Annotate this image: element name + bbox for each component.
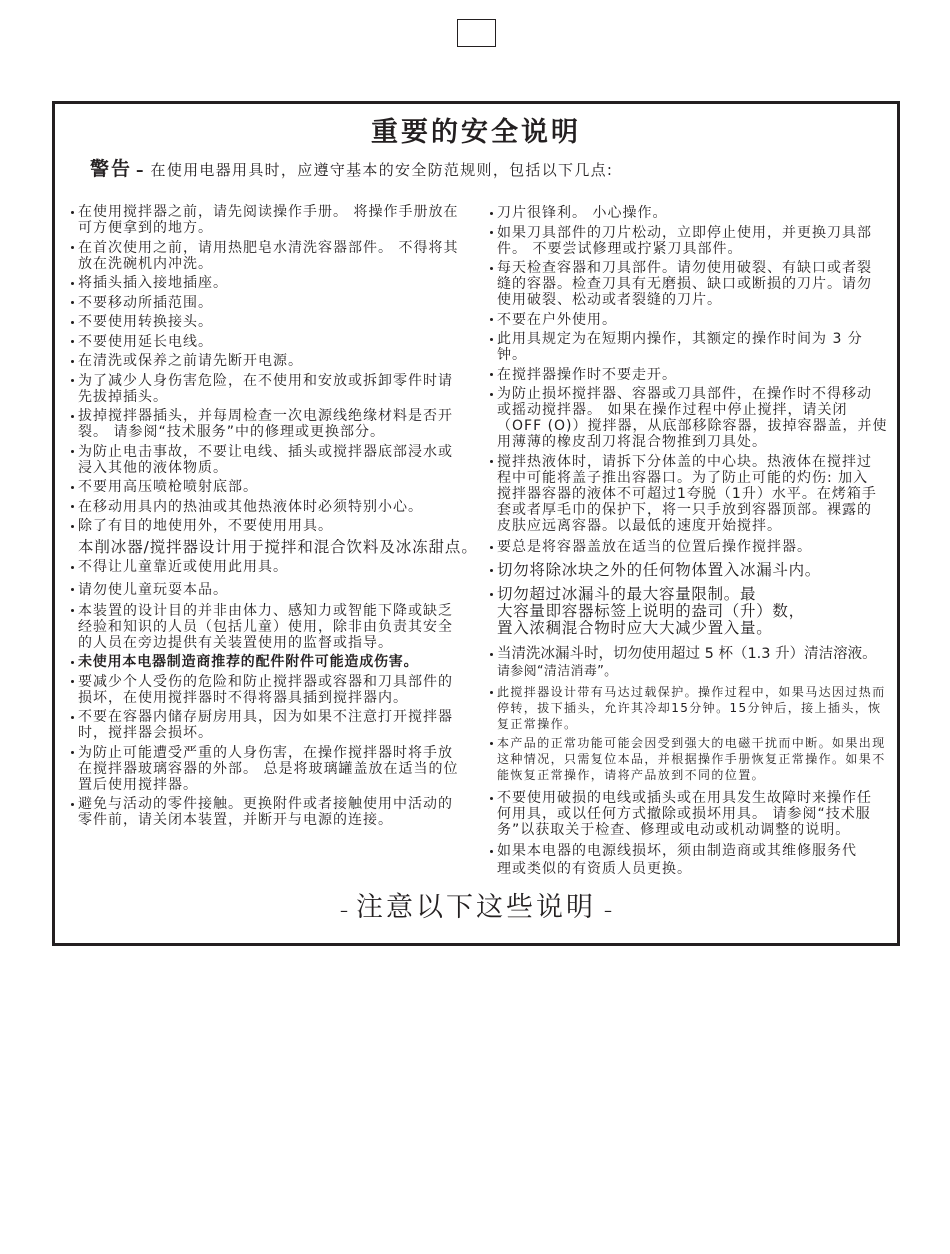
bullet-icon xyxy=(490,460,493,463)
bullet-icon xyxy=(71,379,74,382)
item-line: 不要使用延长电线。 xyxy=(78,333,213,350)
list-item xyxy=(78,314,478,330)
item-line: 理或类似的有资质人员更换。 xyxy=(497,861,692,877)
item-line: 钟。 xyxy=(497,347,527,363)
list-item xyxy=(497,331,893,363)
list-item xyxy=(78,796,478,828)
bullet-icon xyxy=(71,450,74,453)
item-line: 除了有目的地使用外，不要使用用具。 xyxy=(78,518,333,534)
list-item xyxy=(78,295,478,311)
bullet-icon xyxy=(71,751,74,754)
item-line: 停转，拔下插头，允许其冷却15分钟。15分钟后，接上插头，恢 xyxy=(497,701,882,715)
item-line: 复正常操作。 xyxy=(497,717,578,731)
list-item xyxy=(497,735,893,783)
bullet-icon xyxy=(71,609,74,612)
list-item xyxy=(78,709,478,741)
item-line: 不要在户外使用。 xyxy=(497,311,617,328)
list-item xyxy=(497,225,893,257)
footer-dash-left: – xyxy=(340,901,348,920)
bullet-icon xyxy=(71,282,74,285)
item-line: （OFF (O)）搅拌器，从底部移除容器，拔掉容器盖，并使 xyxy=(497,418,888,434)
list-item xyxy=(78,559,478,575)
item-line: 当清洗冰漏斗时，切勿使用超过 5 杯（1.3 升）清洁溶液。 xyxy=(497,645,877,662)
item-line: 切勿超过冰漏斗的最大容量限制。最 xyxy=(497,584,757,603)
item-line: 先拔掉插头。 xyxy=(78,388,168,405)
item-line: 如果本电器的电源线损坏，须由制造商或其维修服务代 xyxy=(497,843,857,859)
item-line: 每天检查容器和刀具部件。请勿使用破裂、有缺口或者裂 xyxy=(497,260,872,276)
item-line: 套或者厚毛巾的保护下，将一只手放到容器顶部。裸露的 xyxy=(497,501,872,518)
item-line: 使用破裂、松动或者裂缝的刀片。 xyxy=(497,292,722,308)
bullet-icon xyxy=(71,566,74,569)
bullet-icon xyxy=(71,211,74,214)
item-line: 为防止损坏搅拌器、容器或刀具部件，在操作时不得移动 xyxy=(497,386,872,402)
item-line: 在搅拌器玻璃容器的外部。 总是将玻璃罐盖放在适当的位 xyxy=(78,760,459,777)
list-item xyxy=(497,586,893,637)
bullet-icon xyxy=(71,321,74,324)
bullet-icon xyxy=(490,373,493,376)
item-line: 不要使用转换接头。 xyxy=(78,314,213,330)
bullet-icon xyxy=(71,716,74,719)
list-item xyxy=(497,367,893,383)
item-line: 如果刀具部件的刀片松动，立即停止使用，并更换刀具部 xyxy=(497,224,872,241)
bullet-icon xyxy=(71,486,74,489)
item-line: 为防止电击事故，不要让电线、插头或搅拌器底部浸水或 xyxy=(78,443,453,460)
footer-line xyxy=(55,892,897,924)
list-item xyxy=(78,408,478,440)
item-line: 零件前，请关闭本装置，并断开与电源的连接。 xyxy=(78,812,393,828)
list-item xyxy=(78,479,478,495)
list-item xyxy=(497,646,893,680)
item-line: 程中可能将盖子推出容器口。为了防止可能的灼伤: 加入 xyxy=(497,469,869,486)
bullet-icon xyxy=(490,212,493,215)
item-line: 本削冰器/搅拌器设计用于搅拌和混合饮料及冰冻甜点。 xyxy=(78,537,478,556)
list-item xyxy=(78,373,478,405)
item-line: 缝的容器。检查刀具有无磨损、缺口或断损的刀片。请勿 xyxy=(497,276,872,292)
item-line: 这种情况，只需复位本品，并根据操作手册恢复正常操作。如果不 xyxy=(497,752,886,766)
item-line: 在首次使用之前，请用热肥皂水清洗容器部件。 不得将其 xyxy=(78,239,459,256)
item-line: 搅拌热液体时，请拆下分体盖的中心块。热液体在搅拌过 xyxy=(497,453,872,470)
footer-text: 注意以下这些说明 xyxy=(356,892,596,923)
list-item xyxy=(78,334,478,350)
right-column xyxy=(497,205,893,878)
safety-instructions-panel xyxy=(52,101,900,946)
item-line: 或摇动搅拌器。 如果在操作过程中停止搅拌，请关闭 xyxy=(497,402,848,418)
warning-line xyxy=(90,154,613,178)
bullet-icon xyxy=(71,525,74,528)
item-line: 放在洗碗机内冲洗。 xyxy=(78,255,213,272)
bullet-icon xyxy=(71,415,74,418)
item-line: 浸入其他的液体物质。 xyxy=(78,459,228,476)
item-line: 在清洗或保养之前请先断开电源。 xyxy=(78,353,303,369)
item-line: 拔掉搅拌器插头，并每周检查一次电源线绝缘材料是否开 xyxy=(78,408,453,424)
item-line: 在使用搅拌器之前，请先阅读操作手册。 将操作手册放在 xyxy=(78,204,459,220)
bullet-icon xyxy=(490,569,493,572)
item-line: 务”以获取关于检查、修理或电动或机动调整的说明。 xyxy=(497,822,851,838)
item-line: 此用具规定为在短期内操作，其额定的操作时间为 3 分 xyxy=(497,331,863,347)
bullet-icon xyxy=(490,850,493,853)
list-item xyxy=(78,499,478,515)
item-line: 置后使用搅拌器。 xyxy=(78,776,198,793)
item-line: 本产品的正常功能可能会因受到强大的电磁干扰而中断。如果出现 xyxy=(497,736,886,750)
item-line: 大容量即容器标签上说明的盎司（升）数， xyxy=(497,601,805,620)
item-line: 要总是将容器盖放在适当的位置后操作搅拌器。 xyxy=(497,539,812,555)
item-line: 的人员在旁边提供有关装置使用的监督或指导。 xyxy=(78,634,393,651)
bullet-icon xyxy=(71,301,74,304)
item-line: 请勿使儿童玩耍本品。 xyxy=(78,581,228,598)
item-line: 时，搅拌器会损坏。 xyxy=(78,725,213,741)
item-line: 不要用高压喷枪喷射底部。 xyxy=(78,479,258,495)
item-line: 件。 不要尝试修理或拧紧刀具部件。 xyxy=(497,240,743,257)
list-item xyxy=(78,204,478,236)
footer-dash-right: – xyxy=(604,901,612,920)
item-line: 经验和知识的人员（包括儿童）使用，除非由负责其安全 xyxy=(78,618,453,635)
bullet-icon xyxy=(71,588,74,591)
bullet-icon xyxy=(490,231,493,234)
item-line: 请参阅“清洁消毒”。 xyxy=(497,663,618,679)
bullet-icon xyxy=(490,267,493,270)
item-line: 未使用本电器制造商推荐的配件附件可能造成伤害。 xyxy=(78,654,419,670)
item-line: 为防止可能遭受严重的人身伤害，在操作搅拌器时将手放 xyxy=(78,744,453,761)
item-line: 不得让儿童靠近或使用此用具。 xyxy=(78,559,288,575)
bullet-icon xyxy=(71,661,74,664)
item-line: 在移动用具内的热油或其他热液体时必须特别小心。 xyxy=(78,498,423,515)
warning-dash: – xyxy=(136,161,144,179)
warning-text: 在使用电器用具时，应遵守基本的安全防范规则，包括以下几点: xyxy=(150,161,614,179)
item-line: 为了减少人身伤害危险，在不使用和安放或拆卸零件时请 xyxy=(78,372,453,389)
item-line: 损坏，在使用搅拌器时不得将器具插到搅拌器内。 xyxy=(78,689,408,706)
list-item xyxy=(78,674,478,706)
item-line: 要减少个人受伤的危险和防止搅拌器或容器和刀具部件的 xyxy=(78,673,453,690)
list-item xyxy=(78,240,478,272)
left-column xyxy=(78,204,478,828)
list-item xyxy=(497,562,893,579)
item-line: 皮肤应远离容器。以最低的速度开始搅拌。 xyxy=(497,517,782,534)
item-line: 将插头插入接地插座。 xyxy=(78,275,228,291)
bullet-icon xyxy=(490,393,493,396)
list-item xyxy=(497,684,893,732)
bullet-icon xyxy=(71,246,74,249)
list-note xyxy=(78,538,478,556)
list-item xyxy=(78,603,478,651)
list-item xyxy=(78,582,478,598)
page-title: 重要的安全说明 xyxy=(371,117,581,148)
page-number-box xyxy=(457,19,496,47)
bullet-icon xyxy=(490,318,493,321)
bullet-icon xyxy=(71,803,74,806)
list-item xyxy=(497,790,893,838)
warning-label: 警告 xyxy=(90,158,133,180)
item-line: 置入浓稠混合物时应大大减少置入量。 xyxy=(497,618,773,637)
bullet-icon xyxy=(490,338,493,341)
item-line: 刀片很锋利。 小心操作。 xyxy=(497,205,668,221)
bullet-icon xyxy=(490,593,493,596)
bullet-icon xyxy=(71,680,74,683)
list-item xyxy=(78,518,478,534)
item-line: 可方便拿到的地方。 xyxy=(78,220,213,236)
item-line: 本装置的设计目的并非由体力、感知力或智能下降或缺乏 xyxy=(78,602,453,619)
list-item xyxy=(497,539,893,555)
bullet-icon xyxy=(71,340,74,343)
list-item xyxy=(497,386,893,450)
bullet-icon xyxy=(71,360,74,363)
bullet-icon xyxy=(490,742,493,745)
bullet-icon xyxy=(490,546,493,549)
item-line: 何用具，或以任何方式撤除或损坏用具。 请参阅“技术服 xyxy=(497,806,871,822)
item-line: 不要使用破损的电线或插头或在用具发生故障时来操作任 xyxy=(497,790,872,806)
list-item xyxy=(497,205,893,221)
list-item xyxy=(78,444,478,476)
bullet-icon xyxy=(71,505,74,508)
list-item xyxy=(78,654,478,670)
item-line: 搅拌器容器的液体不可超过1夸脱（1升）水平。在烤箱手 xyxy=(497,485,877,502)
item-line: 用薄薄的橡皮刮刀将混合物推到刀具处。 xyxy=(497,434,767,450)
bullet-icon xyxy=(490,691,493,694)
item-line: 切勿将除冰块之外的任何物体置入冰漏斗内。 xyxy=(497,560,822,579)
item-line: 在搅拌器操作时不要走开。 xyxy=(497,366,677,383)
item-line: 不要移动所插范围。 xyxy=(78,294,213,311)
list-item xyxy=(497,312,893,328)
list-item xyxy=(78,275,478,291)
item-line: 能恢复正常操作，请将产品放到不同的位置。 xyxy=(497,768,766,782)
item-line: 裂。 请参阅“技术服务”中的修理或更换部分。 xyxy=(78,424,385,440)
item-line: 此搅拌器设计带有马达过载保护。操作过程中，如果马达因过热而 xyxy=(497,685,886,699)
item-line: 避免与活动的零件接触。更换附件或者接触使用中活动的 xyxy=(78,796,453,812)
list-item xyxy=(497,454,893,534)
list-item xyxy=(497,260,893,308)
item-line: 不要在容器内储存厨房用具，因为如果不注意打开搅拌器 xyxy=(78,709,453,725)
bullet-icon xyxy=(490,653,493,656)
bullet-icon xyxy=(490,797,493,800)
list-item xyxy=(78,745,478,793)
list-item xyxy=(497,842,893,878)
list-item xyxy=(78,353,478,369)
